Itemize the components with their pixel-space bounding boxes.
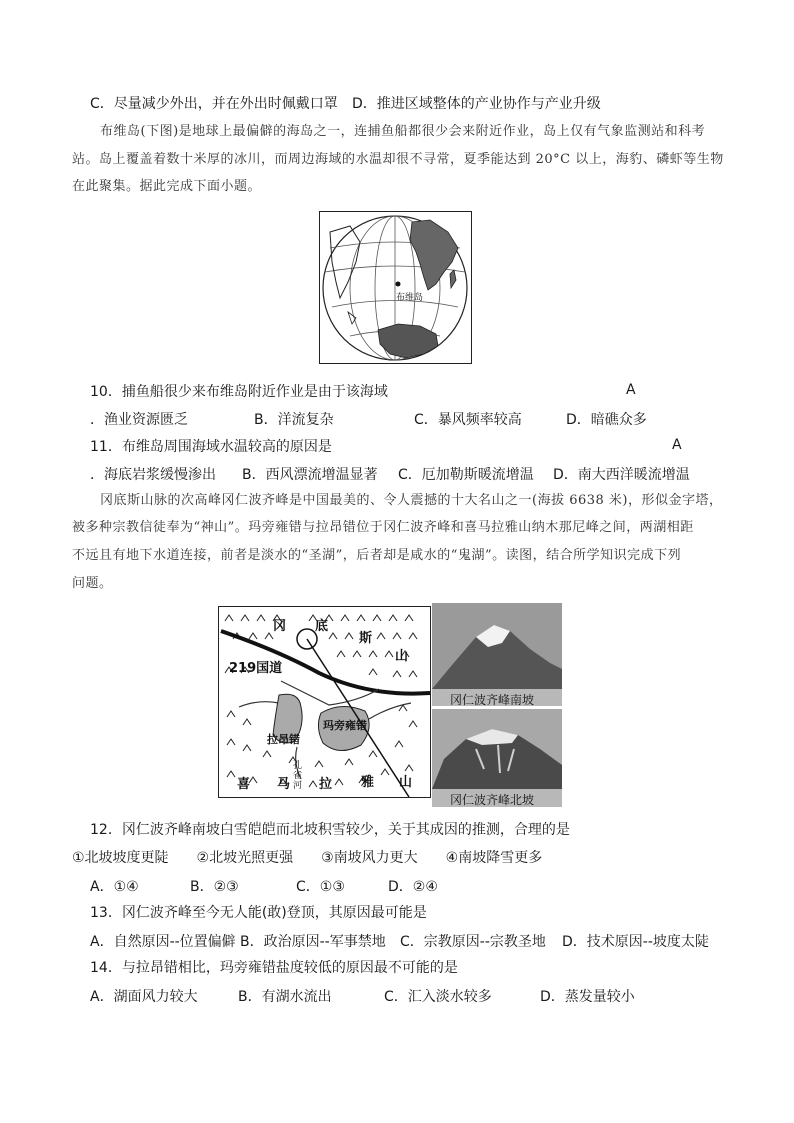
map-label-lake-small: 拉昂错 bbox=[267, 733, 300, 746]
q13-stem: 13．冈仁波齐峰至今无人能(敢)登顶，其原因最可能是 bbox=[90, 905, 427, 921]
passage2-line4: 问题。 bbox=[72, 576, 113, 591]
north-slope-svg bbox=[432, 709, 562, 789]
q12-option-a: A．①④ bbox=[90, 879, 139, 895]
q10-option-d: D．暗礁众多 bbox=[566, 412, 647, 428]
q14-option-d: D．蒸发量较小 bbox=[540, 989, 635, 1005]
q12-option-c: C．①③ bbox=[296, 879, 345, 895]
q12-items: ①北坡坡度更陡 ②北坡光照更强 ③南坡风力更大 ④南坡降雪更多 bbox=[72, 850, 543, 866]
map-label-si: 斯 bbox=[359, 631, 373, 646]
q12-option-d: D．②④ bbox=[388, 879, 438, 895]
passage2-line3: 不远且有地下水道连接，前者是淡水的“圣湖”，后者却是咸水的“鬼湖”。读图，结合所学知识完成下列 bbox=[72, 548, 682, 563]
q11-option-d: D．南大西洋暖流增温 bbox=[553, 467, 690, 483]
passage2-line1: 冈底斯山脉的次高峰冈仁波齐峰是中国最美的、令人震撼的十大名山之一(海拔 6638 米)，形似金字塔， bbox=[100, 493, 723, 508]
passage2-line2: 被多种宗教信徒奉为“神山”。玛旁雍错与拉昂错位于冈仁波齐峰和喜马拉雅山纳木那尼峰之间，两湖相距 bbox=[72, 520, 694, 535]
q10-answer: A bbox=[626, 382, 636, 398]
south-slope-svg bbox=[432, 603, 562, 689]
map-label-ya: 雅 bbox=[361, 775, 375, 790]
q9-option-c: C．尽量减少外出，并在外出时佩戴口罩 bbox=[90, 96, 338, 112]
q11-stem: 11．布维岛周围海域水温较高的原因是 bbox=[90, 439, 332, 455]
q10-stem: 10．捕鱼船很少来布维岛附近作业是由于该海域 bbox=[90, 384, 388, 400]
q14-option-b: B．有湖水流出 bbox=[238, 989, 332, 1005]
q13-option-c: C．宗教原因--宗教圣地 bbox=[400, 934, 546, 950]
q12-stem: 12．冈仁波齐峰南坡白雪皑皑而北坡积雪较少，关于其成因的推测，合理的是 bbox=[90, 822, 570, 838]
q10-option-c: C．暴风频率较高 bbox=[414, 412, 522, 428]
photo-north-caption: 冈仁波齐峰北坡 bbox=[450, 793, 535, 807]
q13-option-b: B．政治原因--军事禁地 bbox=[240, 934, 386, 950]
bouvet-island-label: 布维岛 bbox=[396, 293, 424, 303]
q14-option-a: A．湖面风力较大 bbox=[90, 989, 198, 1005]
passage1-line3: 在此聚集。据此完成下面小题。 bbox=[72, 179, 262, 194]
kailash-map bbox=[218, 606, 431, 798]
q14-stem: 14．与拉昂错相比，玛旁雍错盐度较低的原因最不可能的是 bbox=[90, 960, 458, 976]
photo-north-slope bbox=[432, 709, 562, 807]
map-label-lake-big: 玛旁雍错 bbox=[323, 719, 367, 732]
q13-option-d: D．技术原因--坡度太陡 bbox=[562, 934, 709, 950]
map-label-la: 拉 bbox=[319, 777, 333, 792]
globe-svg bbox=[320, 212, 471, 363]
map-label-road: 219国道 bbox=[229, 661, 283, 676]
map-label-ma: 马 bbox=[277, 777, 291, 792]
map-label-xi: 喜 bbox=[237, 777, 251, 792]
kailash-map-svg bbox=[219, 607, 430, 797]
q11-option-a: ．海底岩浆缓慢渗出 bbox=[90, 467, 216, 483]
q9-option-d: D．推进区域整体的产业协作与产业升级 bbox=[352, 96, 601, 112]
map-label-di: 底 bbox=[315, 619, 329, 634]
q13-option-a: A．自然原因--位置偏僻 bbox=[90, 934, 236, 950]
map-label-shan1: 山 bbox=[395, 649, 409, 664]
q11-option-b: B．西风漂流增温显著 bbox=[242, 467, 378, 483]
map-label-gang: 冈 bbox=[273, 619, 287, 634]
passage1-line1: 布维岛(下图)是地球上最偏僻的海岛之一，连捕鱼船都很少会来附近作业，岛上仅有气象监测站和科考 bbox=[100, 124, 706, 139]
q14-option-c: C．汇入淡水较多 bbox=[384, 989, 492, 1005]
map-label-shan2: 山 bbox=[399, 775, 413, 790]
q11-option-c: C．厄加勒斯暖流增温 bbox=[398, 467, 534, 483]
globe-figure bbox=[319, 211, 472, 364]
map-label-river: 孔雀河 bbox=[293, 761, 303, 791]
q10-option-b: B．洋流复杂 bbox=[254, 412, 334, 428]
passage1-line2: 站。岛上覆盖着数十米厚的冰川，而周边海域的水温却很不寻常，夏季能达到 20°C 以上，海豹、磷虾等生物 bbox=[72, 152, 724, 167]
photo-south-slope bbox=[432, 603, 562, 706]
q10-option-a: ．渔业资源匮乏 bbox=[90, 412, 188, 428]
photo-south-caption: 冈仁波齐峰南坡 bbox=[450, 693, 535, 707]
q11-answer: A bbox=[672, 437, 682, 453]
q12-option-b: B．②③ bbox=[190, 879, 239, 895]
